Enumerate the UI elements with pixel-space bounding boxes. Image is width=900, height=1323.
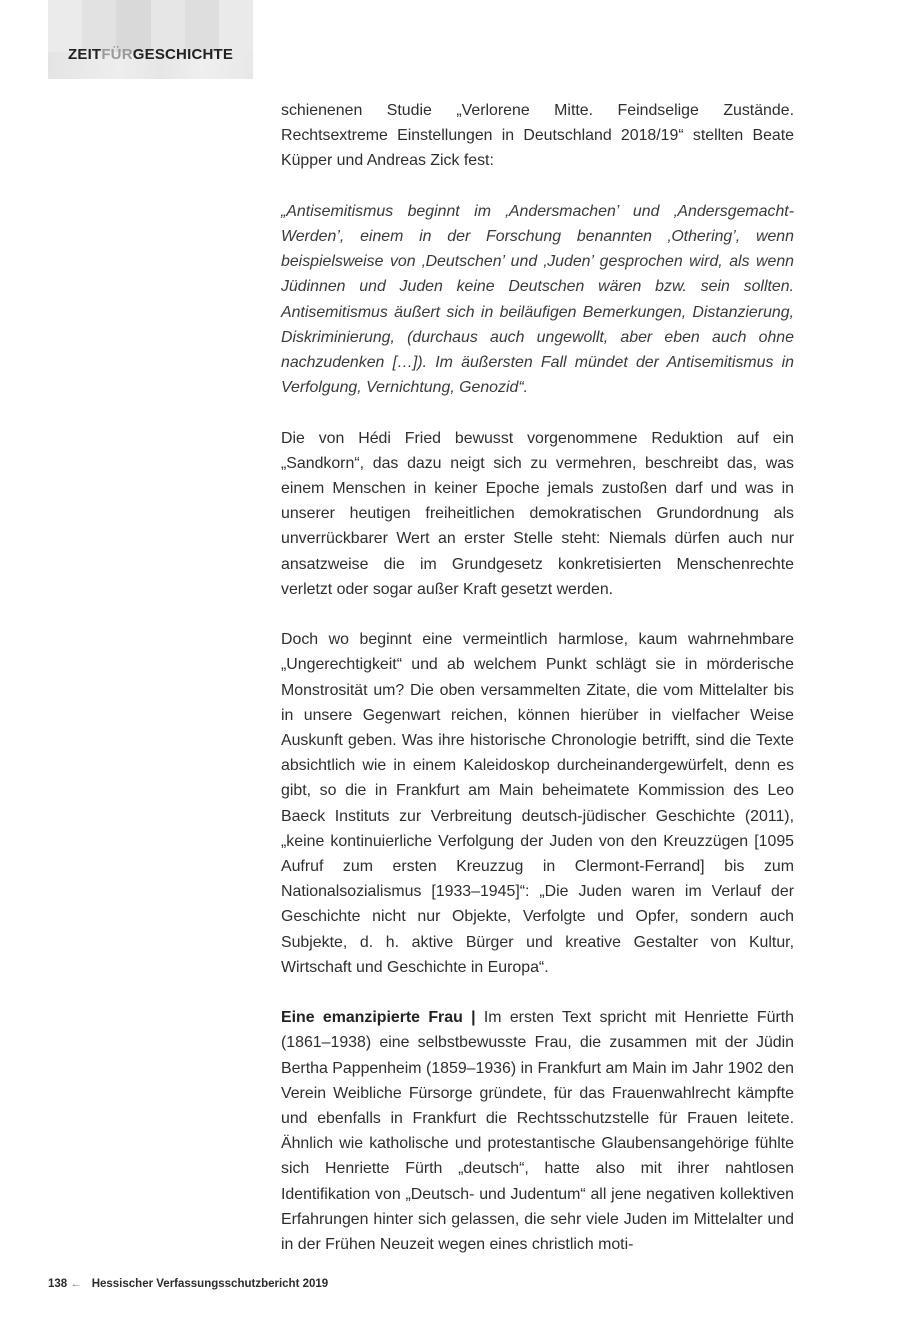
paragraph-study-intro: schienenen Studie „Verlorene Mitte. Feindselige Zustände. Rechtsextreme Einstellungen in Deutschland 2018/19“ stellten Beate Küpper und Andreas Zick fest: xyxy=(281,102,794,170)
page-footer xyxy=(48,1278,328,1290)
paragraph-emancipated-woman xyxy=(281,1005,794,1257)
arrow-left-icon: ← xyxy=(70,1278,82,1290)
brand-part-zeit: ZEIT xyxy=(68,46,102,63)
publication-title: Hessischer Verfassungsschutzbericht 2019 xyxy=(91,1278,329,1290)
section-lead: Eine emanzipierte Frau | xyxy=(281,1009,476,1027)
page-number: 138 xyxy=(48,1278,68,1290)
brand-part-fuer: FÜR xyxy=(101,46,133,63)
brand-logo xyxy=(68,46,233,63)
article-body xyxy=(281,98,794,1282)
paragraph-chronology: Doch wo beginnt eine vermeintlich harmlose, kaum wahrnehmbare „Ungerechtigkeit“ und ab welchem Punkt schlägt sie in mörderische Monstrosität um? Die oben versammelten Zitate, die vom Mittelalter bis in unsere Gegenwart reichen, können hierüber in vielfacher Weise Auskunft geben. Was ihre historische Chronologie betrifft, sind die Texte absichtlich wie in einem Kaleidoskop durcheinandergewürfelt, denn es gibt, so die in Frankfurt am Main beheimatete Kommission des Leo Baeck Instituts zur Verbreitung deutsch-jüdischer Geschichte (2011), „keine kontinuierliche Verfolgung der Juden von den Kreuzzügen [1095 Aufruf zum ersten Kreuzzug in Clermont-Ferrand] bis zum Nationalsozialismus [1933–1945]“: „Die Juden waren im Verlauf der Geschichte nicht nur Objekte, Verfolgte und Opfer, sondern auch Subjekte, d. h. aktive Bürger und kreative Gestalter von Kultur, Wirtschaft und Geschichte in Europa“. xyxy=(281,631,794,976)
header-tile-pattern xyxy=(48,0,253,52)
header-banner xyxy=(48,0,253,79)
section-text: Im ersten Text spricht mit Henriette Fürth (1861–1938) eine selbstbewusste Frau, die zusammen mit der Jüdin Bertha Pappenheim (1859–1936) in Frankfurt am Main im Jahr 1902 den Verein Weibliche Fürsorge gründete, für das Frauenwahlrecht kämpfte und ebenfalls in Frankfurt die Rechtsschutzstelle für Frauen leitete. Ähnlich wie katholische und protestantische Glaubensangehörige fühlte sich Henriette Fürth „deutsch“, hatte also mit ihrer nahtlosen Identifikation von „Deutsch- und Judentum“ all jene negativen kollektiven Erfahrungen hinter sich gelassen, die sehr viele Juden im Mittelalter und in der Frühen Neuzeit wegen eines christlich moti- xyxy=(281,1009,794,1254)
brand-part-geschichte: GESCHICHTE xyxy=(132,46,234,63)
paragraph-sandkorn: Die von Hédi Fried bewusst vorgenommene Reduktion auf ein „Sandkorn“, das dazu neigt sich zu vermehren, beschreibt das, was einem Menschen in keiner Epoche jemals zustoßen darf und was in unserer heutigen freiheitlichen demokratischen Grundordnung als unverrückbarer Wert an erster Stelle steht: Niemals dürfen auch nur ansatzweise die im Grundgesetz konkretisierten Menschenrechte verletzt oder sogar außer Kraft gesetzt werden. xyxy=(281,429,794,598)
quote-antisemitism: „Antisemitismus beginnt im ‚Andersmachen’ und ‚Andersgemacht-Werden’, einem in der Forschung benannten ‚Othering’, wenn beispielsweise von ‚Deutschen’ und ‚Juden’ gesprochen wird, als wenn Jüdinnen und Juden keine Deutschen wären bzw. sein sollten. Antisemitismus äußert sich in beiläufigen Bemerkungen, Distanzierung, Diskriminierung, (durchaus auch ungewollt, aber eben auch ohne nachzudenken […]). Im äußersten Fall mündet der Antisemitismus in Verfolgung, Vernichtung, Genozid“. xyxy=(281,202,794,397)
